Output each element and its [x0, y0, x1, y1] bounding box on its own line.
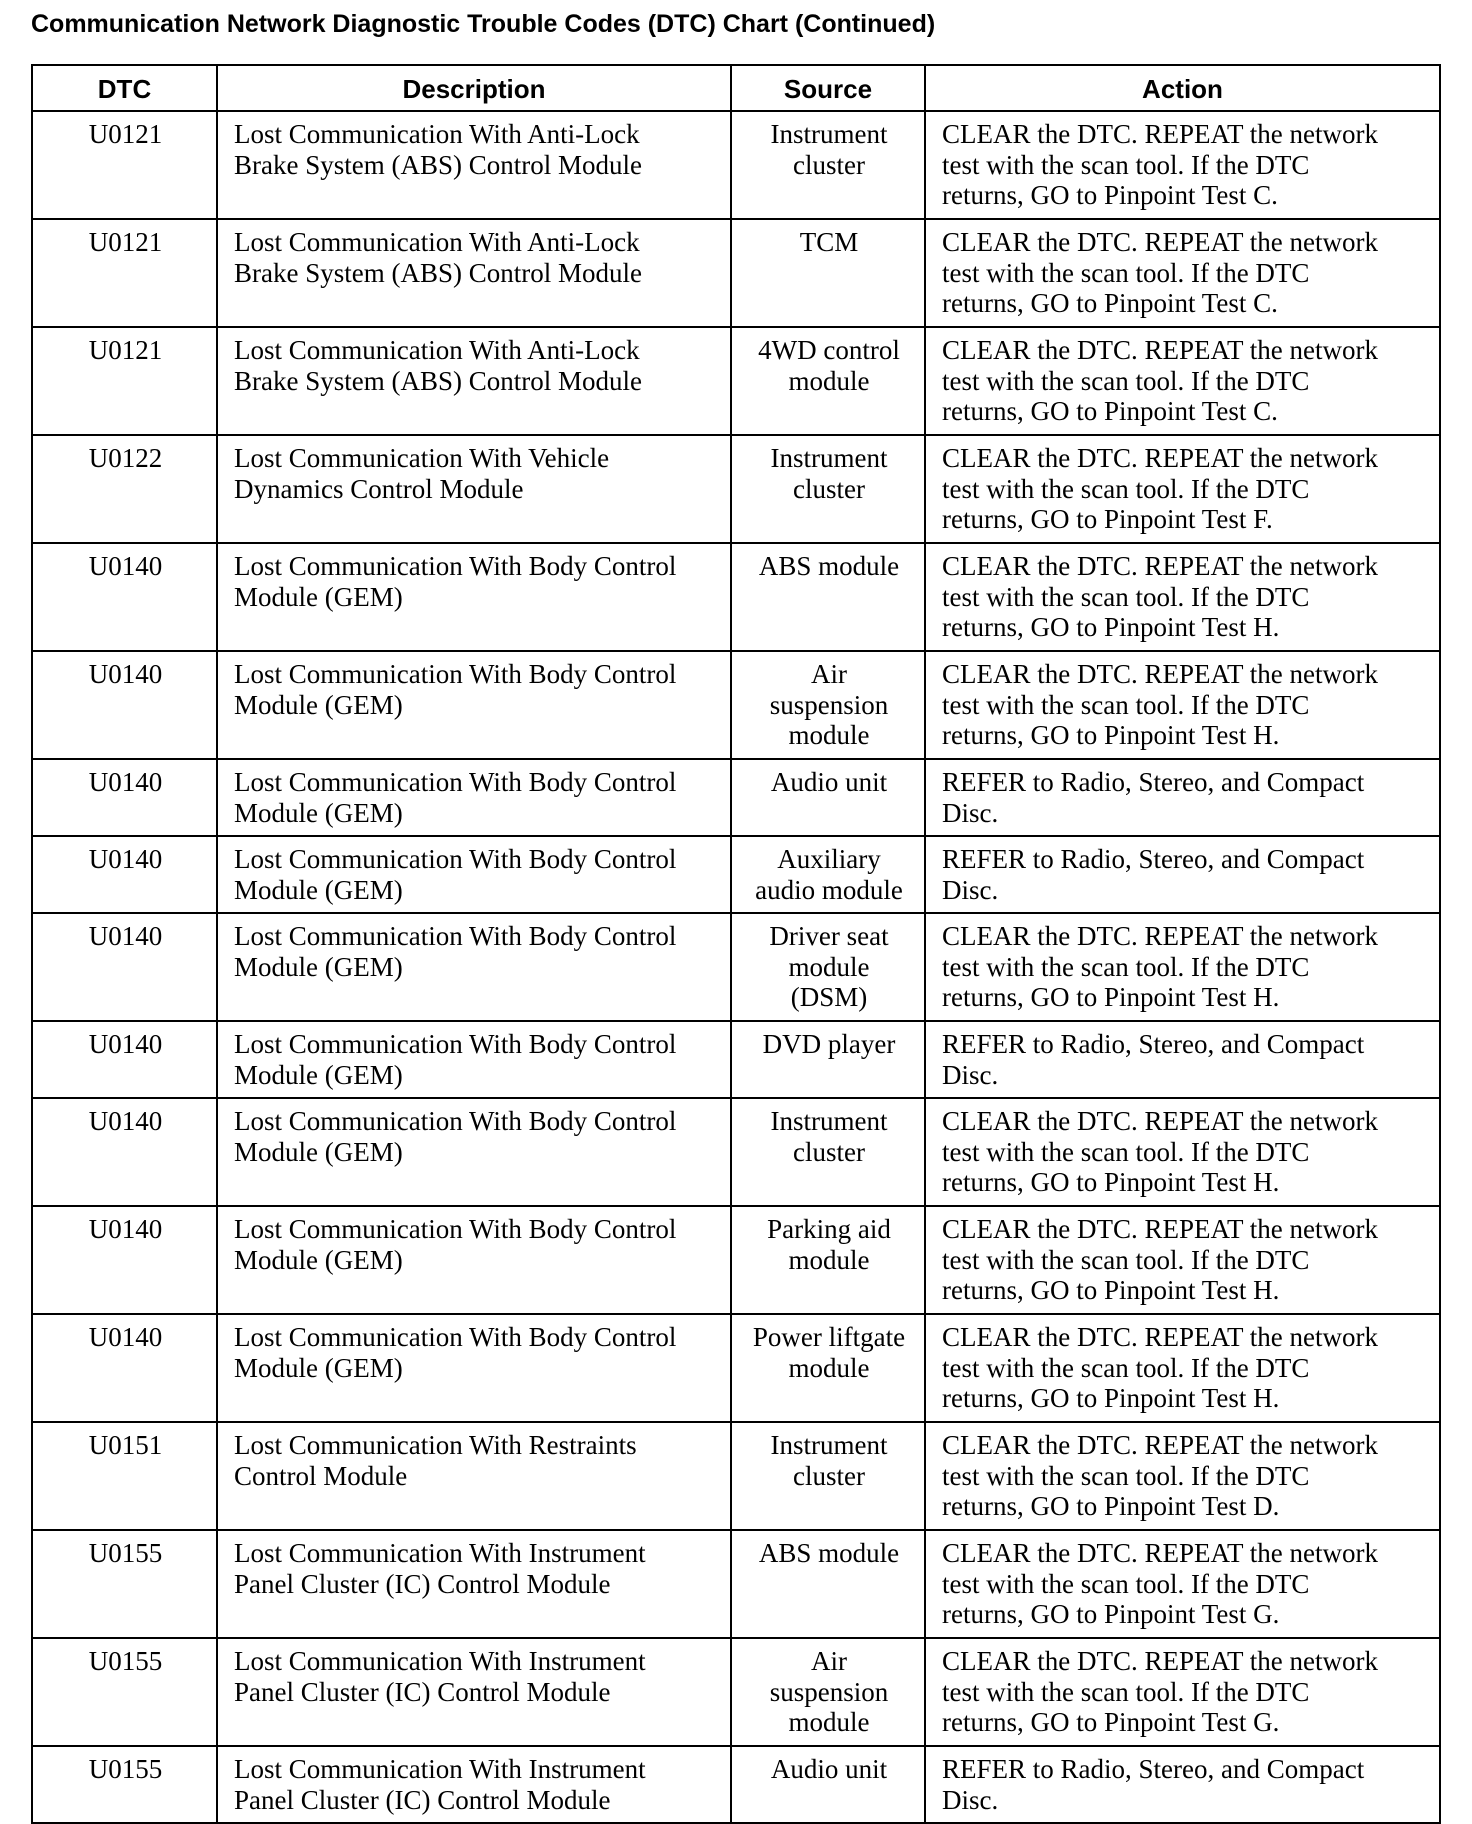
action-line: CLEAR the DTC. REPEAT the network — [942, 1214, 1378, 1244]
action-line: test with the scan tool. If the DTC — [942, 1136, 1310, 1167]
description-cell — [217, 219, 731, 327]
source-cell — [731, 759, 925, 836]
source-cell — [731, 111, 925, 219]
table-row — [32, 836, 1440, 913]
source-cell — [731, 1021, 925, 1098]
description-line: Panel Cluster (IC) Control Module — [234, 1568, 611, 1599]
description-cell — [217, 759, 731, 836]
dtc-code-cell: U0121 — [32, 219, 217, 327]
action-line: CLEAR the DTC. REPEAT the network — [942, 1646, 1378, 1676]
table-row — [32, 913, 1440, 1021]
source-line: Air — [811, 659, 847, 689]
action-cell — [925, 1530, 1440, 1638]
source-line: Auxiliary — [777, 844, 881, 874]
description-line: Lost Communication With Anti-Lock — [234, 119, 640, 149]
source-line: Instrument — [770, 1430, 888, 1460]
source-line: module — [788, 1707, 870, 1737]
action-line: returns, GO to Pinpoint Test G. — [942, 1707, 1280, 1737]
dtc-code-cell: U0140 — [32, 836, 217, 913]
source-cell — [731, 1098, 925, 1206]
action-line: CLEAR the DTC. REPEAT the network — [942, 1538, 1378, 1568]
action-line: test with the scan tool. If the DTC — [942, 1244, 1310, 1275]
description-cell — [217, 1422, 731, 1530]
action-line: REFER to Radio, Stereo, and Compact — [942, 1754, 1365, 1784]
source-line: Driver seat — [769, 921, 889, 951]
source-line: Audio unit — [770, 767, 888, 797]
description-line: Module (GEM) — [234, 874, 403, 905]
description-line: Lost Communication With Vehicle — [234, 443, 610, 473]
source-cell — [731, 1422, 925, 1530]
description-line: Lost Communication With Instrument — [234, 1754, 646, 1784]
description-line: Brake System (ABS) Control Module — [234, 365, 642, 396]
description-line: Module (GEM) — [234, 1244, 403, 1275]
table-row — [32, 1021, 1440, 1098]
description-line: Lost Communication With Anti-Lock — [234, 335, 640, 365]
header-action: Action — [925, 65, 1440, 111]
action-line: returns, GO to Pinpoint Test H. — [942, 1275, 1280, 1305]
table-row — [32, 1422, 1440, 1530]
table-row — [32, 1530, 1440, 1638]
action-line: returns, GO to Pinpoint Test H. — [942, 1167, 1280, 1197]
dtc-code-cell: U0121 — [32, 327, 217, 435]
action-line: REFER to Radio, Stereo, and Compact — [942, 844, 1365, 874]
description-cell — [217, 435, 731, 543]
header-source: Source — [731, 65, 925, 111]
source-line: module — [788, 720, 870, 750]
action-line: Disc. — [942, 1059, 999, 1090]
action-line: REFER to Radio, Stereo, and Compact — [942, 1029, 1365, 1059]
source-cell — [731, 327, 925, 435]
action-line: CLEAR the DTC. REPEAT the network — [942, 335, 1378, 365]
action-line: Disc. — [942, 797, 999, 828]
description-line: Lost Communication With Body Control — [234, 551, 677, 581]
description-line: Lost Communication With Body Control — [234, 767, 677, 797]
source-cell — [731, 651, 925, 759]
action-line: returns, GO to Pinpoint Test C. — [942, 288, 1278, 318]
dtc-code-cell: U0155 — [32, 1530, 217, 1638]
table-row — [32, 543, 1440, 651]
dtc-code-cell: U0140 — [32, 1098, 217, 1206]
source-line: module — [788, 365, 870, 396]
source-line: cluster — [793, 149, 865, 180]
description-line: Lost Communication With Anti-Lock — [234, 227, 640, 257]
action-cell — [925, 219, 1440, 327]
description-line: Lost Communication With Instrument — [234, 1646, 646, 1676]
table-row — [32, 327, 1440, 435]
action-cell — [925, 836, 1440, 913]
source-cell — [731, 1530, 925, 1638]
action-line: test with the scan tool. If the DTC — [942, 149, 1310, 180]
source-cell — [731, 1638, 925, 1746]
action-cell — [925, 651, 1440, 759]
table-row — [32, 435, 1440, 543]
description-cell — [217, 1098, 731, 1206]
source-line: cluster — [793, 473, 865, 504]
source-line: Instrument — [770, 443, 888, 473]
table-row — [32, 1746, 1440, 1823]
action-line: test with the scan tool. If the DTC — [942, 951, 1310, 982]
source-line: module — [788, 1352, 870, 1383]
description-cell — [217, 327, 731, 435]
source-line: Instrument — [770, 119, 888, 149]
dtc-code-cell: U0140 — [32, 543, 217, 651]
action-line: CLEAR the DTC. REPEAT the network — [942, 921, 1378, 951]
description-line: Lost Communication With Body Control — [234, 1214, 677, 1244]
description-cell — [217, 543, 731, 651]
dtc-chart-table — [31, 64, 1441, 1824]
action-cell — [925, 1206, 1440, 1314]
source-line: Instrument — [770, 1106, 888, 1136]
action-line: returns, GO to Pinpoint Test H. — [942, 982, 1280, 1012]
action-cell — [925, 543, 1440, 651]
action-line: CLEAR the DTC. REPEAT the network — [942, 1430, 1378, 1460]
description-line: Lost Communication With Body Control — [234, 1322, 677, 1352]
table-row — [32, 759, 1440, 836]
dtc-code-cell: U0140 — [32, 1021, 217, 1098]
description-line: Module (GEM) — [234, 1136, 403, 1167]
action-line: CLEAR the DTC. REPEAT the network — [942, 659, 1378, 689]
action-line: returns, GO to Pinpoint Test C. — [942, 396, 1278, 426]
action-cell — [925, 1314, 1440, 1422]
description-line: Lost Communication With Instrument — [234, 1538, 646, 1568]
description-line: Lost Communication With Body Control — [234, 659, 677, 689]
source-cell — [731, 1746, 925, 1823]
description-cell — [217, 1206, 731, 1314]
description-cell — [217, 1638, 731, 1746]
action-cell — [925, 1098, 1440, 1206]
action-line: returns, GO to Pinpoint Test H. — [942, 1383, 1280, 1413]
action-cell — [925, 327, 1440, 435]
action-cell — [925, 1638, 1440, 1746]
dtc-code-cell: U0122 — [32, 435, 217, 543]
action-cell — [925, 1422, 1440, 1530]
description-cell — [217, 913, 731, 1021]
action-line: test with the scan tool. If the DTC — [942, 257, 1310, 288]
source-line: ABS module — [758, 551, 900, 581]
action-line: CLEAR the DTC. REPEAT the network — [942, 443, 1378, 473]
action-cell — [925, 111, 1440, 219]
source-line: module — [788, 951, 870, 982]
table-row — [32, 1206, 1440, 1314]
header-description: Description — [217, 65, 731, 111]
table-row — [32, 1314, 1440, 1422]
action-line: CLEAR the DTC. REPEAT the network — [942, 227, 1378, 257]
action-line: Disc. — [942, 1784, 999, 1815]
dtc-code-cell: U0140 — [32, 1314, 217, 1422]
source-line: Power liftgate — [752, 1322, 906, 1352]
source-line: Audio unit — [770, 1754, 888, 1784]
description-line: Lost Communication With Body Control — [234, 844, 677, 874]
dtc-code-cell: U0140 — [32, 913, 217, 1021]
action-line: Disc. — [942, 874, 999, 905]
description-line: Brake System (ABS) Control Module — [234, 149, 642, 180]
action-line: test with the scan tool. If the DTC — [942, 1460, 1310, 1491]
description-line: Lost Communication With Body Control — [234, 921, 677, 951]
action-line: returns, GO to Pinpoint Test C. — [942, 180, 1278, 210]
action-cell — [925, 435, 1440, 543]
action-cell — [925, 913, 1440, 1021]
source-line: Air — [811, 1646, 847, 1676]
dtc-code-cell: U0121 — [32, 111, 217, 219]
description-line: Module (GEM) — [234, 951, 403, 982]
description-line: Brake System (ABS) Control Module — [234, 257, 642, 288]
description-line: Module (GEM) — [234, 797, 403, 828]
source-line: ABS module — [758, 1538, 900, 1568]
dtc-code-cell: U0151 — [32, 1422, 217, 1530]
page-title: Communication Network Diagnostic Trouble Codes (DTC) Chart (Continued) — [31, 10, 936, 38]
source-line: DVD player — [762, 1029, 896, 1059]
source-line: suspension — [769, 689, 889, 720]
dtc-code-cell: U0140 — [32, 651, 217, 759]
description-cell — [217, 1021, 731, 1098]
dtc-code-cell: U0155 — [32, 1638, 217, 1746]
source-line: cluster — [793, 1136, 865, 1167]
table-row — [32, 651, 1440, 759]
description-line: Control Module — [234, 1460, 408, 1491]
dtc-code-cell: U0140 — [32, 1206, 217, 1314]
description-line: Panel Cluster (IC) Control Module — [234, 1676, 611, 1707]
description-line: Module (GEM) — [234, 689, 403, 720]
source-cell — [731, 219, 925, 327]
action-line: test with the scan tool. If the DTC — [942, 365, 1310, 396]
action-line: returns, GO to Pinpoint Test H. — [942, 720, 1280, 750]
action-line: returns, GO to Pinpoint Test F. — [942, 504, 1273, 534]
description-line: Panel Cluster (IC) Control Module — [234, 1784, 611, 1815]
action-line: test with the scan tool. If the DTC — [942, 581, 1310, 612]
action-line: returns, GO to Pinpoint Test D. — [942, 1491, 1280, 1521]
source-cell — [731, 1314, 925, 1422]
table-body — [32, 111, 1440, 1823]
description-cell — [217, 651, 731, 759]
source-line: (DSM) — [790, 982, 868, 1012]
action-line: CLEAR the DTC. REPEAT the network — [942, 119, 1378, 149]
action-line: CLEAR the DTC. REPEAT the network — [942, 1322, 1378, 1352]
action-line: REFER to Radio, Stereo, and Compact — [942, 767, 1365, 797]
action-line: test with the scan tool. If the DTC — [942, 689, 1310, 720]
action-line: returns, GO to Pinpoint Test G. — [942, 1599, 1280, 1629]
source-line: Parking aid — [767, 1214, 891, 1244]
source-cell — [731, 1206, 925, 1314]
dtc-code-cell: U0140 — [32, 759, 217, 836]
table-row — [32, 219, 1440, 327]
action-line: returns, GO to Pinpoint Test H. — [942, 612, 1280, 642]
source-line: 4WD control — [758, 335, 900, 365]
source-line: TCM — [799, 227, 859, 257]
table-row — [32, 1638, 1440, 1746]
header-dtc: DTC — [32, 65, 217, 111]
source-cell — [731, 836, 925, 913]
action-cell — [925, 1021, 1440, 1098]
dtc-code-cell: U0155 — [32, 1746, 217, 1823]
description-line: Lost Communication With Body Control — [234, 1106, 677, 1136]
description-cell — [217, 836, 731, 913]
description-cell — [217, 1746, 731, 1823]
source-line: cluster — [793, 1460, 865, 1491]
action-line: test with the scan tool. If the DTC — [942, 473, 1310, 504]
source-cell — [731, 543, 925, 651]
description-line: Lost Communication With Body Control — [234, 1029, 677, 1059]
table-row — [32, 111, 1440, 219]
description-line: Dynamics Control Module — [234, 473, 524, 504]
source-cell — [731, 913, 925, 1021]
action-line: CLEAR the DTC. REPEAT the network — [942, 551, 1378, 581]
description-cell — [217, 1530, 731, 1638]
description-line: Module (GEM) — [234, 581, 403, 612]
action-line: test with the scan tool. If the DTC — [942, 1676, 1310, 1707]
action-line: test with the scan tool. If the DTC — [942, 1352, 1310, 1383]
action-line: test with the scan tool. If the DTC — [942, 1568, 1310, 1599]
description-line: Module (GEM) — [234, 1352, 403, 1383]
source-line: module — [788, 1244, 870, 1275]
description-cell — [217, 111, 731, 219]
action-cell — [925, 759, 1440, 836]
description-cell — [217, 1314, 731, 1422]
description-line: Module (GEM) — [234, 1059, 403, 1090]
source-cell — [731, 435, 925, 543]
action-line: CLEAR the DTC. REPEAT the network — [942, 1106, 1378, 1136]
action-cell — [925, 1746, 1440, 1823]
source-line: audio module — [755, 874, 903, 905]
table-row — [32, 1098, 1440, 1206]
table-header-row — [32, 65, 1440, 111]
source-line: suspension — [769, 1676, 889, 1707]
description-line: Lost Communication With Restraints — [234, 1430, 637, 1460]
